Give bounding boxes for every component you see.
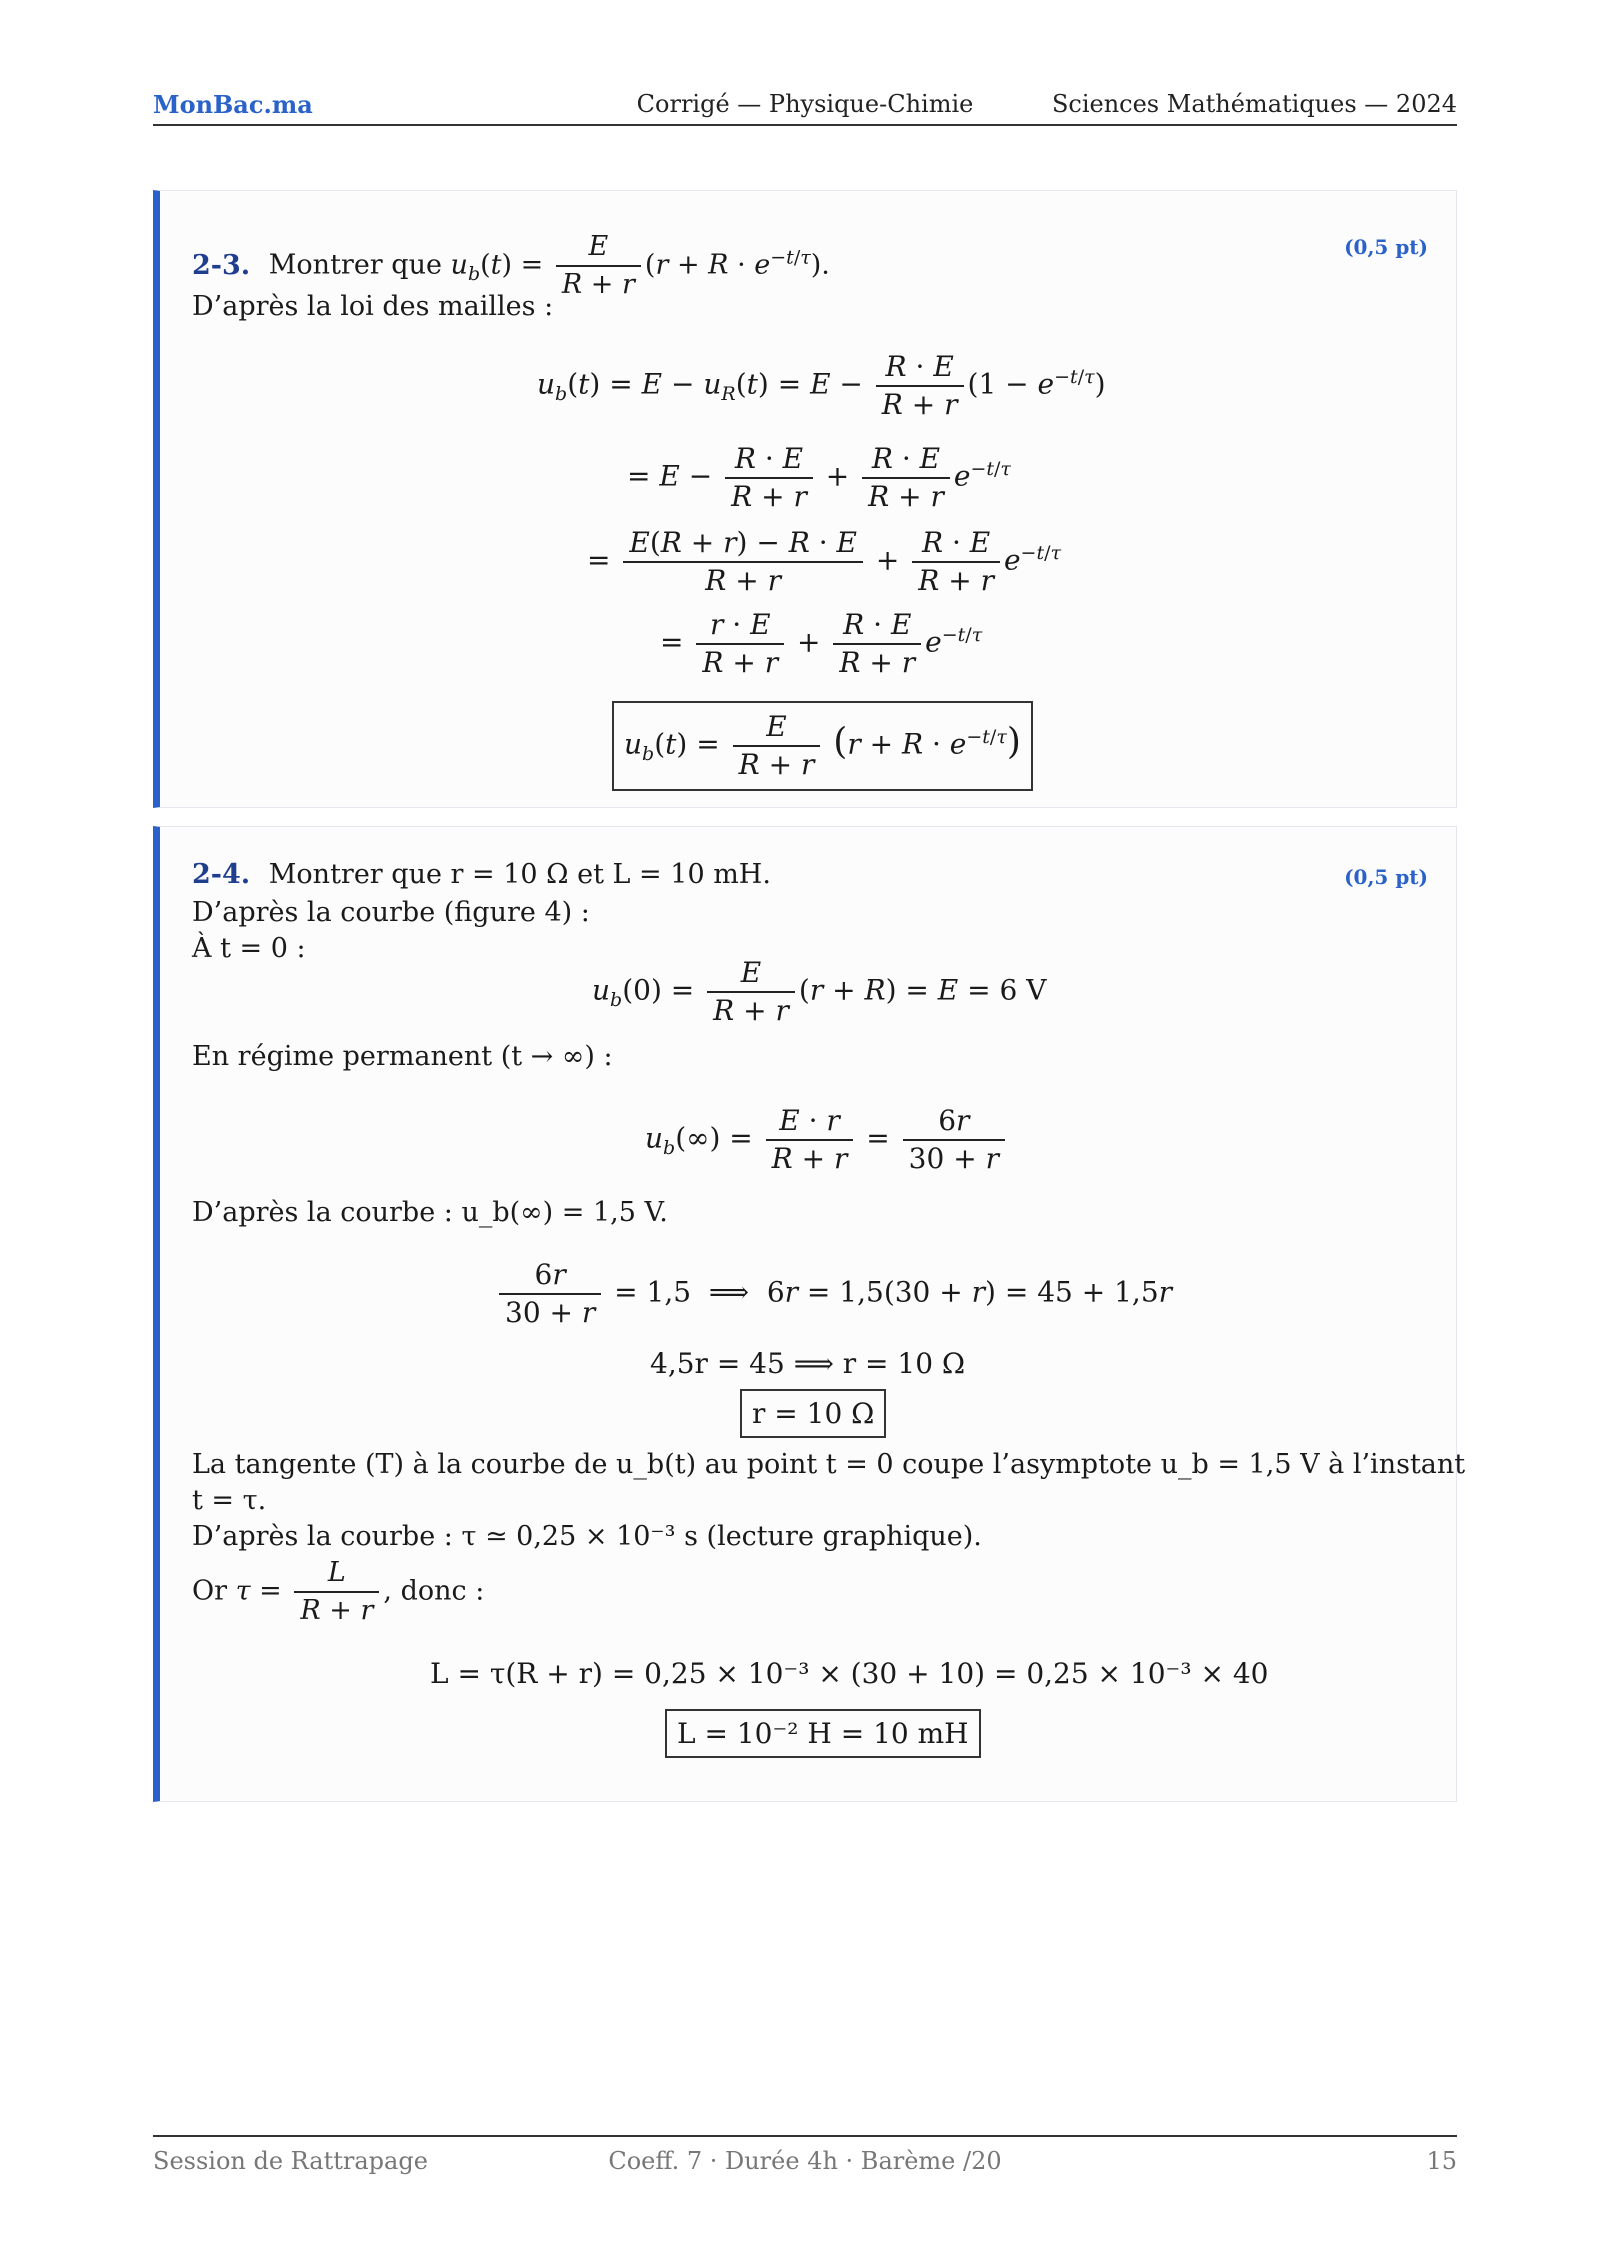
text-line: t = τ. [192,1485,267,1516]
points-badge: (0,5 pt) [1344,235,1428,259]
text-line: D’après la courbe : u_b(∞) = 1,5 V. [192,1197,668,1228]
equation-L: L = τ(R + r) = 0,25 × 10⁻³ × (30 + 10) = 0,25 × 10⁻³ × 40 [430,1657,1269,1690]
text-line: D’après la courbe : τ ≃ 0,25 × 10⁻³ s (lecture graphique). [192,1521,982,1552]
intro-text: D’après la loi des mailles : [192,291,554,322]
equation-line-1: $u_b(t) = E - u_R(t) = E$ − $\frac{R \cdot E}{R + r}$ $(1 - e^{-t/\tau})$ [537,350,1106,421]
footer-session: Session de Rattrapage [153,2147,428,2175]
equation-solve: $\frac{6r}{30 + r}$ = 1,5 ⟹ 6r = 1,5(30 + r) = 45 + 1,5r [495,1257,1172,1331]
question-number: 2-4. [192,859,251,890]
page-header [153,88,1457,126]
equation-ub-inf: $u_b(\infty)$ = $\frac{E \cdot r}{R + r}$ = $\frac{6r}{30 + r}$ [645,1103,1009,1177]
equation-line-2: = E − $\frac{R \cdot E}{R + r}$ + $\frac{R \cdot E}{R + r}$ $e^{-t/\tau}$ [627,442,1011,513]
header-stream: Sciences Mathématiques — 2024 [1051,90,1457,118]
text-line: À t = 0 : [192,933,306,964]
equation-r: 4,5r = 45 ⟹ r = 10 Ω [650,1347,966,1380]
page-number: 15 [1426,2147,1457,2175]
question-number: 2-3. [192,249,251,281]
footer-info: Coeff. 7 · Durée 4h · Barème /20 [608,2147,1002,2175]
equation-ub0: $u_b(0)$ = $\frac{E}{R + r}$ (r + R) = E = 6 V [592,956,1047,1027]
boxed-r: r = 10 Ω [740,1389,886,1438]
equation-line-4: = $\frac{r \cdot E}{R + r}$ + $\frac{R \cdot E}{R + r}$ $e^{-t/\tau}$ [660,608,983,679]
question-heading: 2-3. Montrer que $u_b(t)$ = $\frac{E}{R + r}$ $(r + R \cdot e^{-t/\tau})$. (0,5 pt) [192,231,1428,300]
boxed-result: $u_b(t)$ = $\frac{E}{R + r}$ $(r + R \cdot e^{-t/\tau})$ [612,701,1033,791]
question-card-2-4 [153,826,1466,1802]
question-card-2-3 [153,190,1457,808]
question-heading [192,859,1428,890]
boxed-L: L = 10⁻² H = 10 mH [665,1709,981,1758]
text-line: En régime permanent (t → ∞) : [192,1041,613,1072]
points-badge: (0,5 pt) [1344,865,1428,889]
equation-line-3: = $\frac{E(R + r) - R \cdot E}{R + r}$ + $\frac{R \cdot E}{R + r}$ $e^{-t/\tau}$ [587,526,1062,597]
text-line: La tangente (T) à la courbe de u_b(t) au point t = 0 coupe l’asymptote u_b = 1,5 V à l’instant [192,1449,1466,1480]
question-prompt: Montrer que [268,249,442,281]
page-footer [153,2135,1457,2177]
header-subject: Corrigé — Physique-Chimie [636,90,974,118]
question-prompt: Montrer que r = 10 Ω et L = 10 mH. [268,859,771,890]
text-line: D’après la courbe (figure 4) : [192,897,590,928]
brand-logo-text[interactable]: MonBac.ma [153,90,313,119]
tau-definition: Or τ = $\frac{L}{R + r}$ , donc : [192,1557,485,1626]
